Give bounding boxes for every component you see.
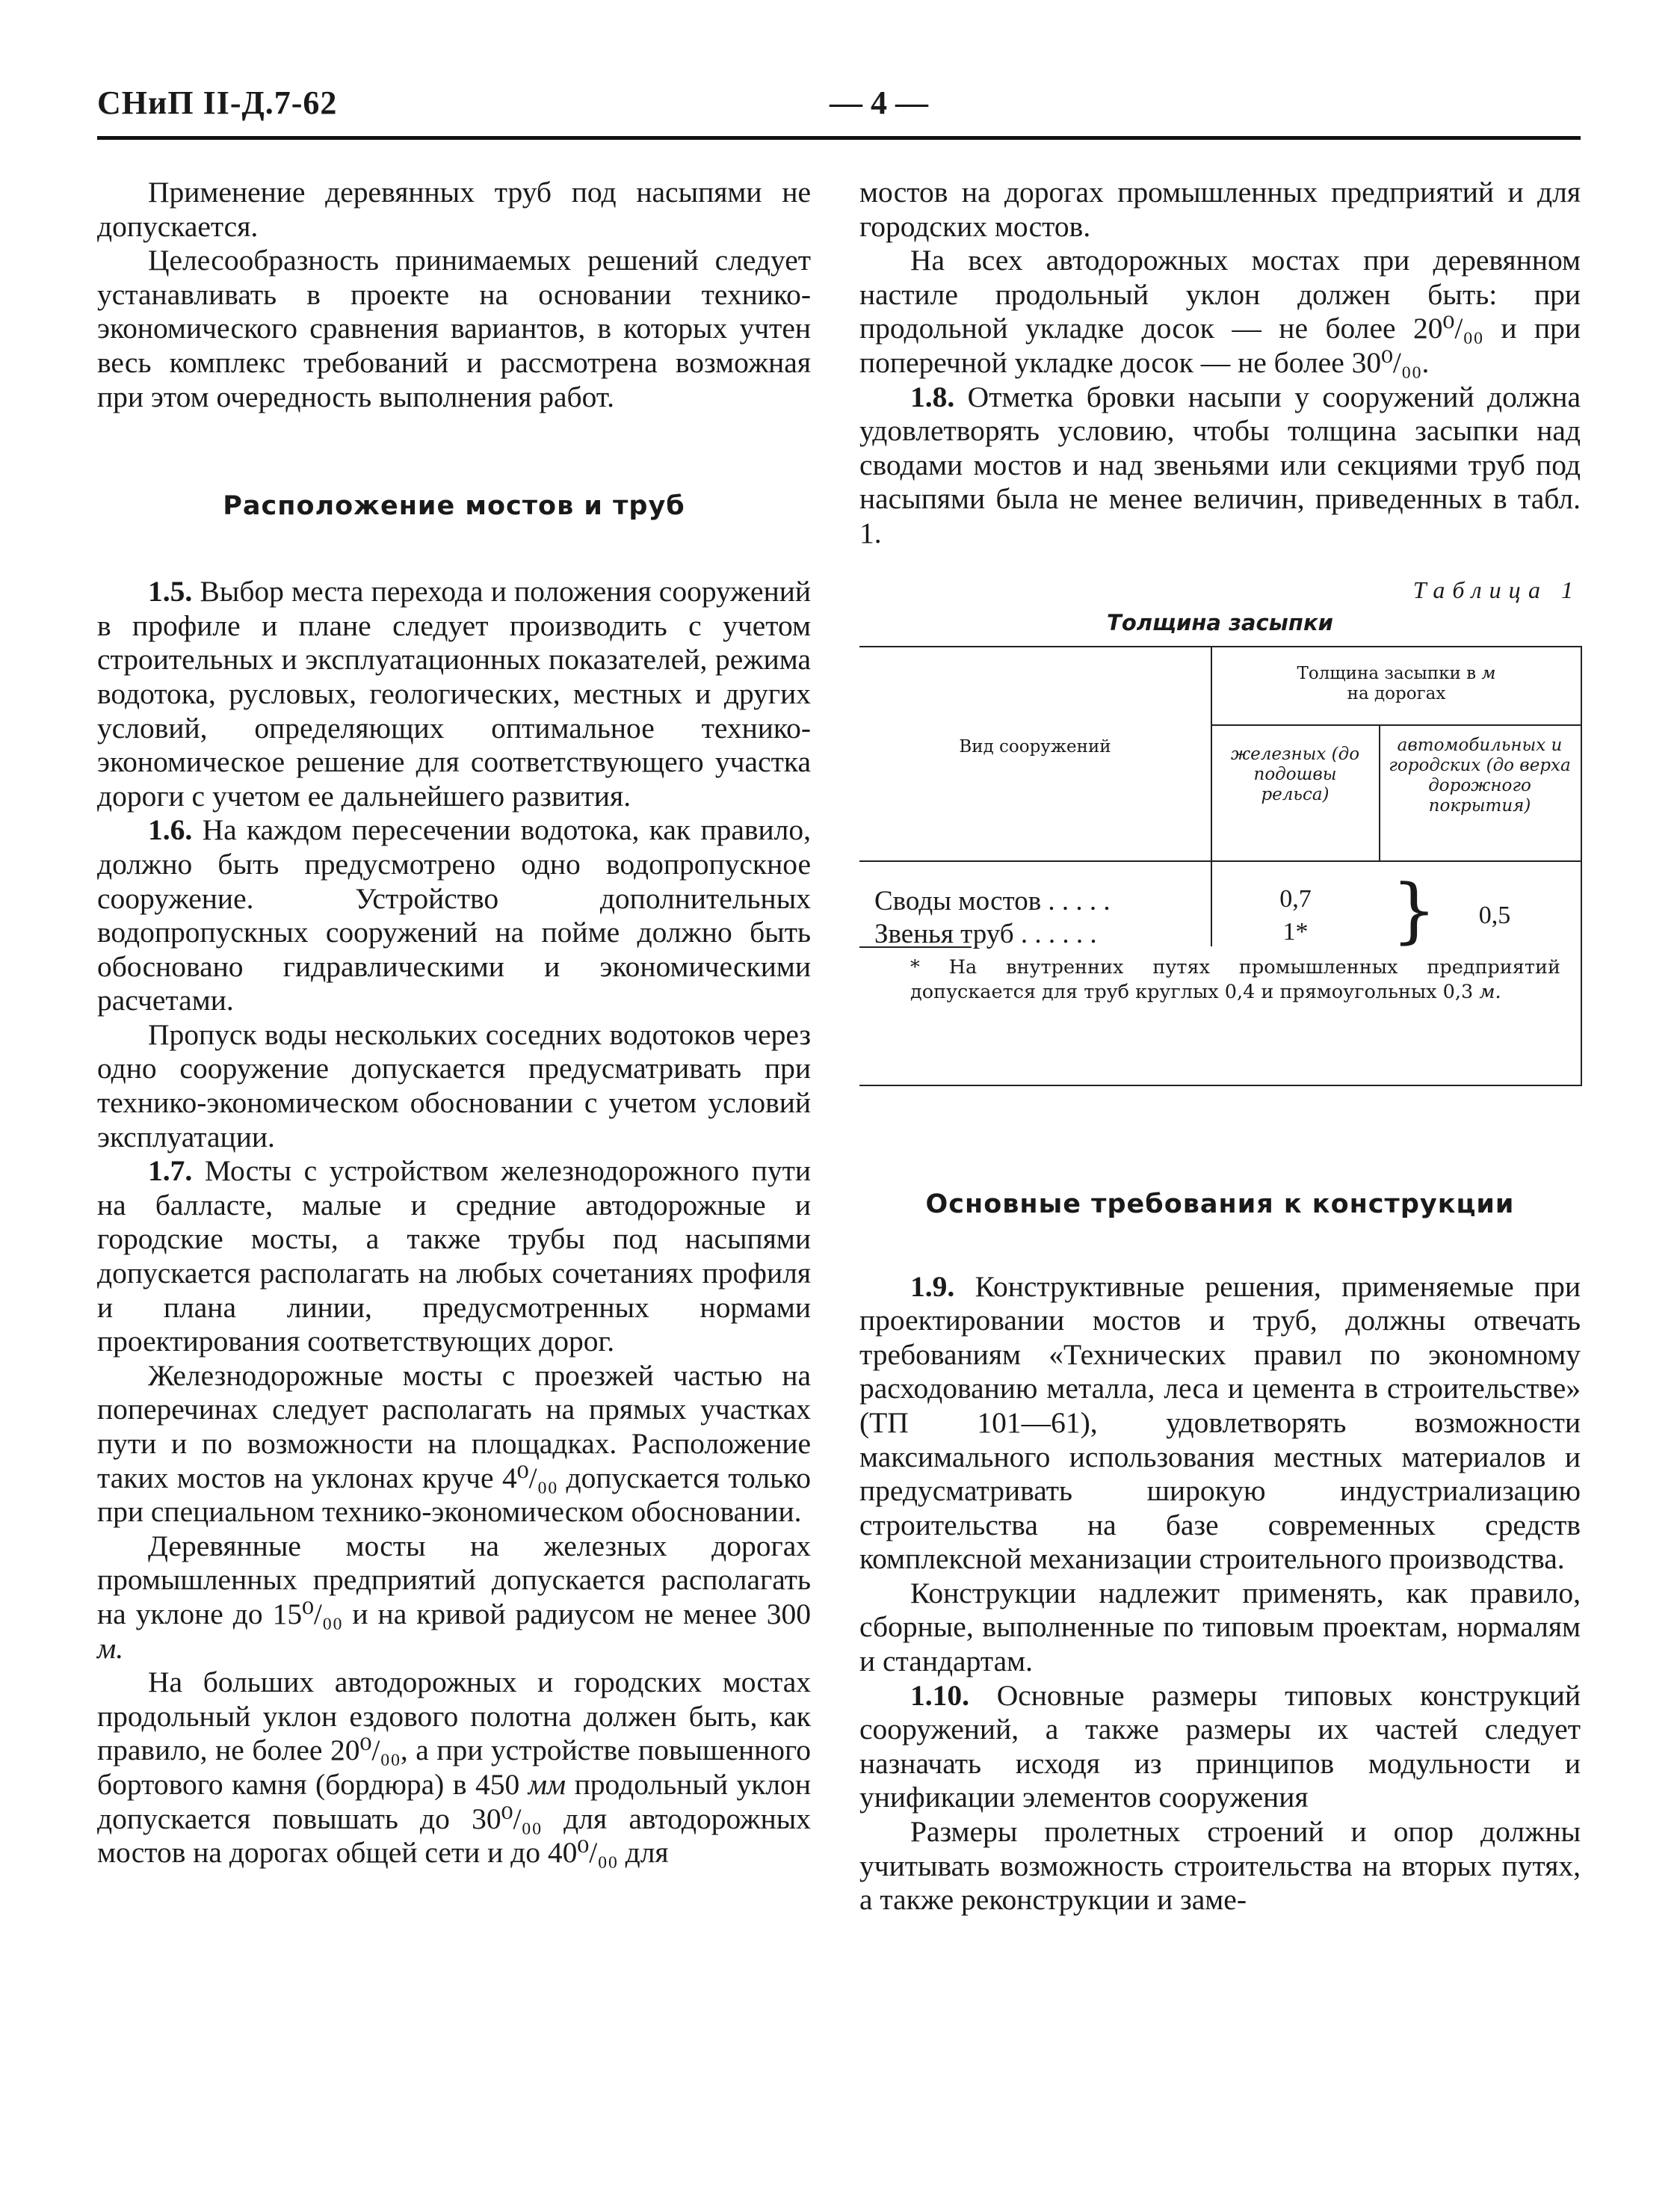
unit: м. [1479,980,1501,1003]
paragraph: Железнодорожные мосты с проезжей частью на поперечинах следует располагать на прямых участках пути и по возможности на площадках. Расположение таких мостов на уклонах круче 4⁰/₀₀ допускается только при специальном технико-экономическом обосновании. [97,1358,811,1529]
table-footnote [910,955,1560,1005]
clause-text: Отметка бровки насыпи у сооружений должна удовлетворять условию, чтобы толщина засыпки над сводами мостов и над звеньями или секциями труб под насыпями была не менее величин, приведенных в табл. 1. [859,380,1581,549]
paragraph: Целесообразность принимаемых решений следует устанавливать в проекте на основании технико-экономического сравнения вариантов, в которых учтен весь комплекс требований и рассмотрена возможная при этом очередность выполнения работ. [97,244,811,413]
paragraph-1-8 [859,381,1581,551]
column-header-road: автомобильных и городских (до верха дорожного покрытия) [1389,735,1571,816]
clause-number: 1.9. [910,1269,955,1303]
cell-road-value: 0,5 [1478,901,1511,929]
paragraph-1-5 [97,575,811,813]
paragraph-1-6 [97,813,811,1018]
right-column [859,176,1581,1917]
document-code: СНиП II-Д.7-62 [97,84,338,121]
clause-number: 1.6. [148,813,193,847]
clause-text: Основные размеры типовых конструкций сооружений, а также размеры их частей следует назначать исходя из принципов модульности и унификации элементов сооружения [859,1678,1581,1814]
unit: м. [97,1631,124,1665]
clause-number: 1.10. [910,1678,969,1712]
text: Толщина засыпки в [1297,663,1482,683]
paragraph [97,1666,811,1870]
table-title: Толщина засыпки [1107,609,1333,635]
cell-rail-vaults: 0,7 [1279,884,1312,913]
paragraph: Размеры пролетных строений и опор должны учитывать возможность строительства на вторых путях, а также реконструкции и заме- [859,1815,1581,1917]
text: Деревянные мосты на железных дорогах промышленных предприятий допускается располагать на уклоне до 15⁰/₀₀ и на кривой радиусом не менее 300 [97,1529,811,1630]
table-divider [1379,724,1380,860]
table-label: Таблица 1 [1412,576,1581,603]
header-rule [97,136,1581,140]
section-heading: Расположение мостов и труб [223,491,685,522]
text: продольный уклон допускается повышать до 30⁰/₀₀ для автодорожных мостов на дорогах общей сети и до 40⁰/₀₀ для [97,1767,811,1870]
column-header-type: Вид сооружений [959,736,1111,757]
row-label-vaults: Своды мостов . . . . . [874,885,1111,916]
clause-number: 1.7. [148,1154,193,1188]
clause-number: 1.8. [910,380,955,413]
unit: мм [528,1767,566,1801]
paragraph: мостов на дорогах промышленных предприятий и для городских мостов. [859,176,1581,243]
text: На больших автодорожных и городских мостах продольный уклон ездового полотна должен быть, как правило, не более 20⁰/₀₀, а при устройстве повышенного бортового камня (бордюра) в 450 [97,1666,811,1801]
table-divider [1211,724,1581,726]
row-label-pipes: Звенья труб . . . . . . [874,918,1097,949]
cell-rail-pipes: 1* [1282,917,1309,946]
left-column [97,176,811,1870]
clause-text: Конструктивные решения, применяемые при проектировании мостов и труб, должны отвечать требованиям «Технических правил по экономному расходованию металла, леса и цемента в строительстве» (ТП 101—61), удовлетворять возможности максимального использования местных материалов и предусматривать широкую индустриализацию строительства на базе современных средств комплексной механизации строительного производства. [859,1269,1581,1576]
fill-thickness-table [859,646,1582,1086]
paragraph-1-10 [859,1679,1581,1815]
clause-text: На каждом пересечении водотока, как правило, должно быть предусмотрено одно водопропускное сооружение. Устройство дополнительных водопропускных сооружений на пойме должно быть обосновано гидравлическими и экономическими расчетами. [97,813,811,1017]
unit: м [1481,663,1496,683]
page-number: — 4 — [830,84,928,121]
text: на дорогах [1347,683,1446,703]
clause-text: Мосты с устройством железнодорожного пути на балласте, малые и средние автодорожные и городские мосты, а также трубы под насыпями допускается располагать на любых сочетаниях профиля и плана линии, предусмотренных нормами проектирования соответствующих дорог. [97,1154,811,1358]
text: * На внутренних путях промышленных предприятий допускается для труб круглых 0,4 и прямоугольных 0,3 [910,955,1560,1003]
paragraph-1-9 [859,1270,1581,1577]
table-divider [859,860,1581,862]
section-heading: Основные требования к конструкции [925,1189,1515,1219]
brace-symbol: } [1392,869,1437,952]
paragraph [97,1529,811,1666]
clause-text: Выбор места перехода и положения сооружений в профиле и плане следует производить с учетом строительных и эксплуатационных показателей, режима водотока, русловых, геологических, местных и других условий, определяющих оптимальное технико-экономическое решение для соответствующего участка дороги с учетом ее дальнейшего развития. [97,575,811,813]
paragraph: Пропуск воды нескольких соседних водотоков через одно сооружение допускается предусматривать при технико-экономическом обосновании с учетом условий эксплуатации. [97,1017,811,1153]
paragraph: Применение деревянных труб под насыпями не допускается. [97,176,811,243]
paragraph-1-7 [97,1154,811,1359]
page-header [97,84,1584,136]
column-header-group [1212,664,1581,704]
paragraph: На всех автодорожных мостах при деревянном настиле продольный уклон должен быть: при продольной укладке досок — не более 20⁰/₀₀ и при поперечной укладке досок — не более 30⁰/₀₀. [859,244,1581,379]
paragraph: Конструкции надлежит применять, как правило, сборные, выполненные по типовым проектам, нормалям и стандартам. [859,1576,1581,1678]
clause-number: 1.5. [148,575,193,609]
column-header-rail: железных (до подошвы рельса) [1230,744,1360,804]
